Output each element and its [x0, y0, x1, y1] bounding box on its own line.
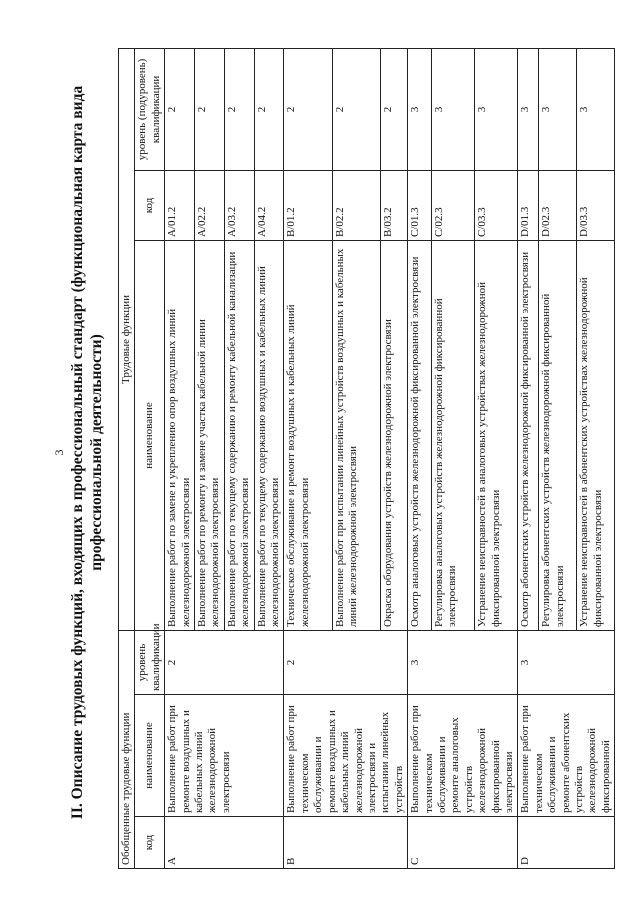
function-sublevel: 2 — [381, 48, 408, 170]
function-name: Осмотр абонентских устройств железнодорожной фиксированной электросвязи — [518, 240, 539, 630]
group-level: 3 — [408, 630, 518, 694]
group-name: Выполнение работ при техническом обслуживании и ремонте аналоговых устройств железнодорожной фиксированной электросвязи — [408, 695, 518, 817]
function-code: C/03.3 — [475, 170, 518, 240]
function-sublevel: 2 — [284, 48, 332, 170]
function-code: A/04.2 — [254, 170, 284, 240]
function-code: A/03.2 — [224, 170, 254, 240]
header-function-code: код — [135, 170, 165, 240]
header-labor-functions: Трудовые функции — [119, 48, 135, 630]
function-sublevel: 2 — [224, 48, 254, 170]
function-name: Устранение неисправностей в абонентских устройствах железнодорожной фиксированной электросвязи — [577, 240, 615, 630]
table-row — [518, 48, 539, 868]
title-line-2: профессиональной деятельности) — [88, 334, 105, 571]
function-name: Выполнение работ по текущему содержанию и ремонту кабельной канализации железнодорожной электросвязи — [224, 240, 254, 630]
table-row — [284, 48, 332, 868]
page-number: 3 — [52, 449, 66, 456]
function-name: Окраска оборудования устройств железнодорожной электросвязи — [381, 240, 408, 630]
function-name: Осмотр аналоговых устройств железнодорожной фиксированной электросвязи — [408, 240, 432, 630]
function-code: A/01.2 — [165, 170, 195, 240]
function-name: Выполнение работ по ремонту и замене участка кабельной линии железнодорожной электросвязи — [195, 240, 225, 630]
group-code: D — [518, 817, 615, 869]
function-sublevel: 3 — [577, 48, 615, 170]
group-level: 2 — [165, 630, 284, 694]
function-sublevel: 2 — [195, 48, 225, 170]
group-code: A — [165, 817, 284, 869]
header-generalized-functions: Обобщенные трудовые функции — [119, 630, 135, 868]
function-sublevel: 3 — [518, 48, 539, 170]
header-level: уровень квалификации — [135, 630, 165, 694]
header-name: наименование — [135, 695, 165, 817]
function-name: Регулировка аналоговых устройств железнодорожной фиксированной электросвязи — [431, 240, 474, 630]
function-code: B/01.2 — [284, 170, 332, 240]
function-sublevel: 2 — [332, 48, 380, 170]
function-name: Техническое обслуживание и ремонт воздушных и кабельных линий железнодорожной электросвязи — [284, 240, 332, 630]
function-name: Устранение неисправностей в аналоговых устройствах железнодорожной фиксированной электросвязи — [475, 240, 518, 630]
function-code: A/02.2 — [195, 170, 225, 240]
function-code: C/02.3 — [431, 170, 474, 240]
function-code: D/01.3 — [518, 170, 539, 240]
function-code: C/01.3 — [408, 170, 432, 240]
header-code: код — [135, 817, 165, 869]
function-code: B/02.2 — [332, 170, 380, 240]
group-level: 2 — [284, 630, 408, 694]
group-name: Выполнение работ при техническом обслуживании и ремонте воздушных и кабельных линий железнодорожной электросвязи и испытании линейных устройств — [284, 695, 408, 817]
group-code: C — [408, 817, 518, 869]
group-level: 3 — [518, 630, 615, 694]
group-code: B — [284, 817, 408, 869]
function-sublevel: 3 — [539, 48, 577, 170]
function-name: Выполнение работ по замене и укреплению опор воздушных линий железнодорожной электросвязи — [165, 240, 195, 630]
function-name: Выполнение работ при испытании линейных устройств воздушных и кабельных линий железнодорожной электросвязи — [332, 240, 380, 630]
group-name: Выполнение работ при техническом обслуживании и ремонте абонентских устройств железнодорожной фиксированной — [518, 695, 615, 817]
function-sublevel: 2 — [165, 48, 195, 170]
title-line-1: II. Описание трудовых функций, входящих в профессиональный стандарт (функциональная карта вида — [69, 85, 86, 820]
function-name: Выполнение работ по текущему содержанию воздушных и кабельных линий железнодорожной электросвязи — [254, 240, 284, 630]
function-sublevel: 3 — [408, 48, 432, 170]
function-sublevel: 3 — [475, 48, 518, 170]
function-name: Регулировка абонентских устройств железнодорожной фиксированной электросвязи — [539, 240, 577, 630]
function-sublevel: 2 — [254, 48, 284, 170]
function-code: D/02.3 — [539, 170, 577, 240]
header-function-name: наименование — [135, 240, 165, 630]
table-body — [165, 48, 615, 868]
function-code: D/03.3 — [577, 170, 615, 240]
table-row — [408, 48, 432, 868]
table-row — [165, 48, 195, 868]
function-code: B/03.2 — [381, 170, 408, 240]
group-name: Выполнение работ при ремонте воздушных и кабельных линий железнодорожной электросвязи — [165, 695, 284, 817]
function-sublevel: 3 — [431, 48, 474, 170]
functional-map-table — [118, 48, 615, 869]
header-sublevel: уровень (подуровень) квалификации — [135, 48, 165, 170]
section-title — [68, 60, 106, 845]
